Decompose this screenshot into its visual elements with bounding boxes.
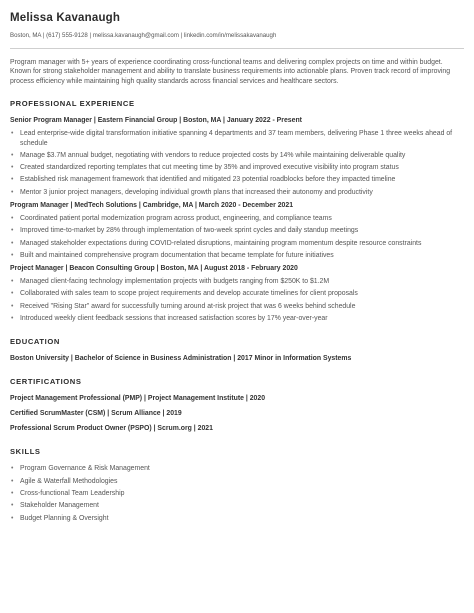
job-entry xyxy=(10,201,464,260)
bullet-item: • Improved time-to-market by 28% through implementation of two-week sprint cycles and daily standup meetings xyxy=(10,226,464,235)
bullet-item: • Created standardized reporting templates that cut meeting time by 35% and improved executive visibility into program status xyxy=(10,163,464,172)
bullet-item: • Lead enterprise-wide digital transformation initiative spanning 4 departments and 37 team members, delivering Phase 1 three weeks ahead of schedule xyxy=(10,129,464,148)
candidate-name: Melissa Kavanaugh xyxy=(10,12,121,24)
job-title: Program Manager | MedTech Solutions | Cambridge, MA | March 2020 - December 2021 xyxy=(10,202,294,209)
bullet-item: • Coordinated patient portal modernization program across product, engineering, and compliance teams xyxy=(10,214,464,223)
bullet-item: • Built and maintained comprehensive program documentation that became template for future initiatives xyxy=(10,251,464,260)
section-title-education: EDUCATION xyxy=(10,337,60,347)
certification-item: Certified ScrumMaster (CSM) | Scrum Alliance | 2019 xyxy=(10,410,182,418)
job-title: Project Manager | Beacon Consulting Group | Boston, MA | August 2018 - February 2020 xyxy=(10,265,298,273)
skill-item: • Budget Planning & Oversight xyxy=(10,514,464,523)
bullet-item: • Collaborated with sales team to scope project requirements and develop accurate timelines for client proposals xyxy=(10,289,464,298)
header-divider xyxy=(10,48,464,49)
bullet-item: • Received "Rising Star" award for successfully turning around at-risk project that was 6 weeks behind schedule xyxy=(10,302,464,311)
job-entry xyxy=(10,116,464,197)
certification-item: Project Management Professional (PMP) | Project Management Institute | 2020 xyxy=(10,395,266,403)
job-bullets xyxy=(10,277,464,323)
job-entry xyxy=(10,264,464,323)
bullet-item: • Established risk management framework that identified and mitigated 23 potential roadblocks before they impacted timeline xyxy=(10,175,464,184)
skills-list xyxy=(10,464,464,522)
section-title-skills: SKILLS xyxy=(10,447,41,457)
bullet-item: • Managed client-facing technology implementation projects with budgets ranging from $250K to $1.2M xyxy=(10,277,464,286)
skill-item: • Agile & Waterfall Methodologies xyxy=(10,477,464,486)
bullet-item: • Introduced weekly client feedback sessions that increased satisfaction scores by 17% year-over-year xyxy=(10,314,464,323)
section-title-certifications: CERTIFICATIONS xyxy=(10,377,82,387)
skill-item: • Cross-functional Team Leadership xyxy=(10,489,464,498)
certification-item: Professional Scrum Product Owner (PSPO) | Scrum.org | 2021 xyxy=(10,425,213,433)
education-line: Boston University | Bachelor of Science in Business Administration | 2017 Minor in Information Systems xyxy=(10,355,352,363)
bullet-item: • Managed stakeholder expectations during COVID-related disruptions, maintaining program momentum despite resource constraints xyxy=(10,239,464,248)
bullet-item: • Manage $3.7M annual budget, negotiating with vendors to reduce projected costs by 14% while maintaining deliverable quality xyxy=(10,151,464,160)
job-title: Senior Program Manager | Eastern Financial Group | Boston, MA | January 2022 - Present xyxy=(10,117,302,125)
summary-paragraph: Program manager with 5+ years of experience coordinating cross-functional teams and delivering complex projects on time and within budget. Known for strong stakeholder management and ability to translate business requirements into actionable plans. Proven track record of improving process efficiency while maintaining high quality standards across financial services and healthcare sectors. xyxy=(10,59,451,85)
job-bullets xyxy=(10,129,464,197)
skill-item: • Program Governance & Risk Management xyxy=(10,464,464,473)
bullet-item: • Mentor 3 junior project managers, developing individual growth plans that increased their autonomy and productivity xyxy=(10,188,464,197)
contact-line: Boston, MA | (617) 555-9128 | melissa.kavanaugh@gmail.com | linkedin.com/in/melissakavanaugh xyxy=(10,32,277,39)
job-bullets xyxy=(10,214,464,260)
skill-item: • Stakeholder Management xyxy=(10,501,464,510)
section-title-experience: PROFESSIONAL EXPERIENCE xyxy=(10,99,135,109)
